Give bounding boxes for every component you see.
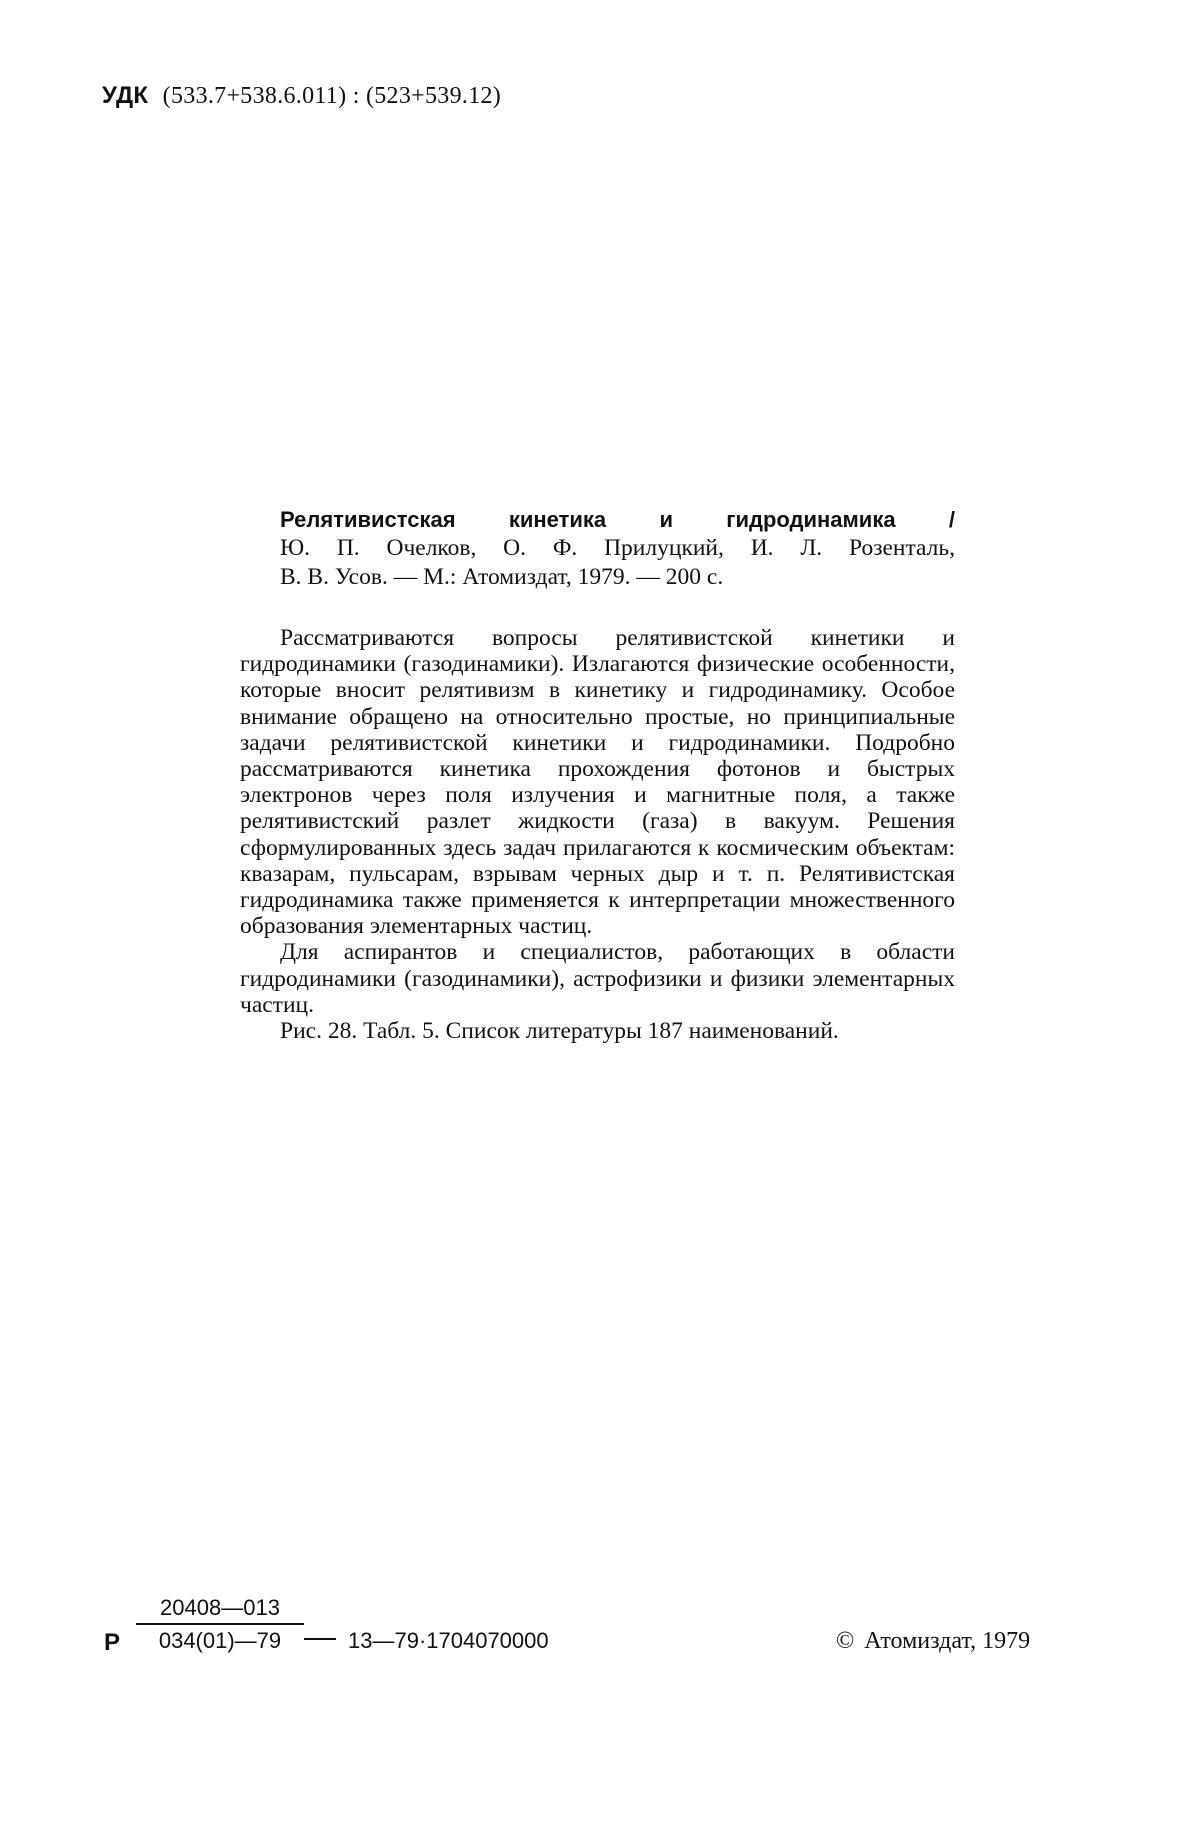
catalog-fraction [136,1595,304,1654]
abstract-paragraph: Рассматриваются вопросы релятивистской кинетики и гидродинамики (газодинамики). Излагаются физические особенности, которые вносит релятивизм в кинетику и гидродинамику. Особое внимание обращено на относительно простые, но принципиальные задачи релятивистской кинетики и гидродинамики. Подробно рассматриваются кинетика прохождения фотонов и быстрых электронов через поля излучения и магнитные поля, а также релятивистский разлет жидкости (газа) в вакуум. Решения сформулированных здесь задач прилагаются к космическим объектам: квазарам, пульсарам, взрывам черных дыр и т. п. Релятивистская гидродинамика также применяется к интерпретации множественного образования элементарных частиц. [240,625,955,940]
audience-paragraph: Для аспирантов и специалистов, работающих в области гидродинамики (газодинамики), астрофизики и физики элементарных частиц. [240,939,955,1018]
abstract [240,625,955,1044]
figures-tables-paragraph: Рис. 28. Табл. 5. Список литературы 187 наименований. [280,1018,839,1045]
udc-label: УДК [102,82,149,109]
copyright-icon: © [836,1628,855,1654]
fraction-numerator: 20408—013 [160,1595,280,1620]
udc-classification [102,82,501,110]
udc-code: (533.7+538.6.011) : (523+539.12) [162,83,502,109]
imprint-letter: Р [104,1629,121,1656]
copyright-text: Атомиздат, 1979 [864,1628,1031,1654]
bibliographic-entry [280,505,955,592]
fraction-denominator: 034(01)—79 [158,1628,282,1653]
book-title: Релятивистская кинетика и гидродинамика / [280,507,955,532]
copyright-notice [836,1628,1030,1655]
imprint-block [100,1595,1100,1705]
publication-line: В. В. Усов. — М.: Атомиздат, 1979. — 200 с. [280,564,724,590]
authors-line: Ю. П. Очелков, О. Ф. Прилуцкий, И. Л. Розенталь, [280,535,955,561]
fraction-bar-extension [304,1638,336,1640]
catalog-code: 13—79·1704070000 [348,1628,549,1653]
